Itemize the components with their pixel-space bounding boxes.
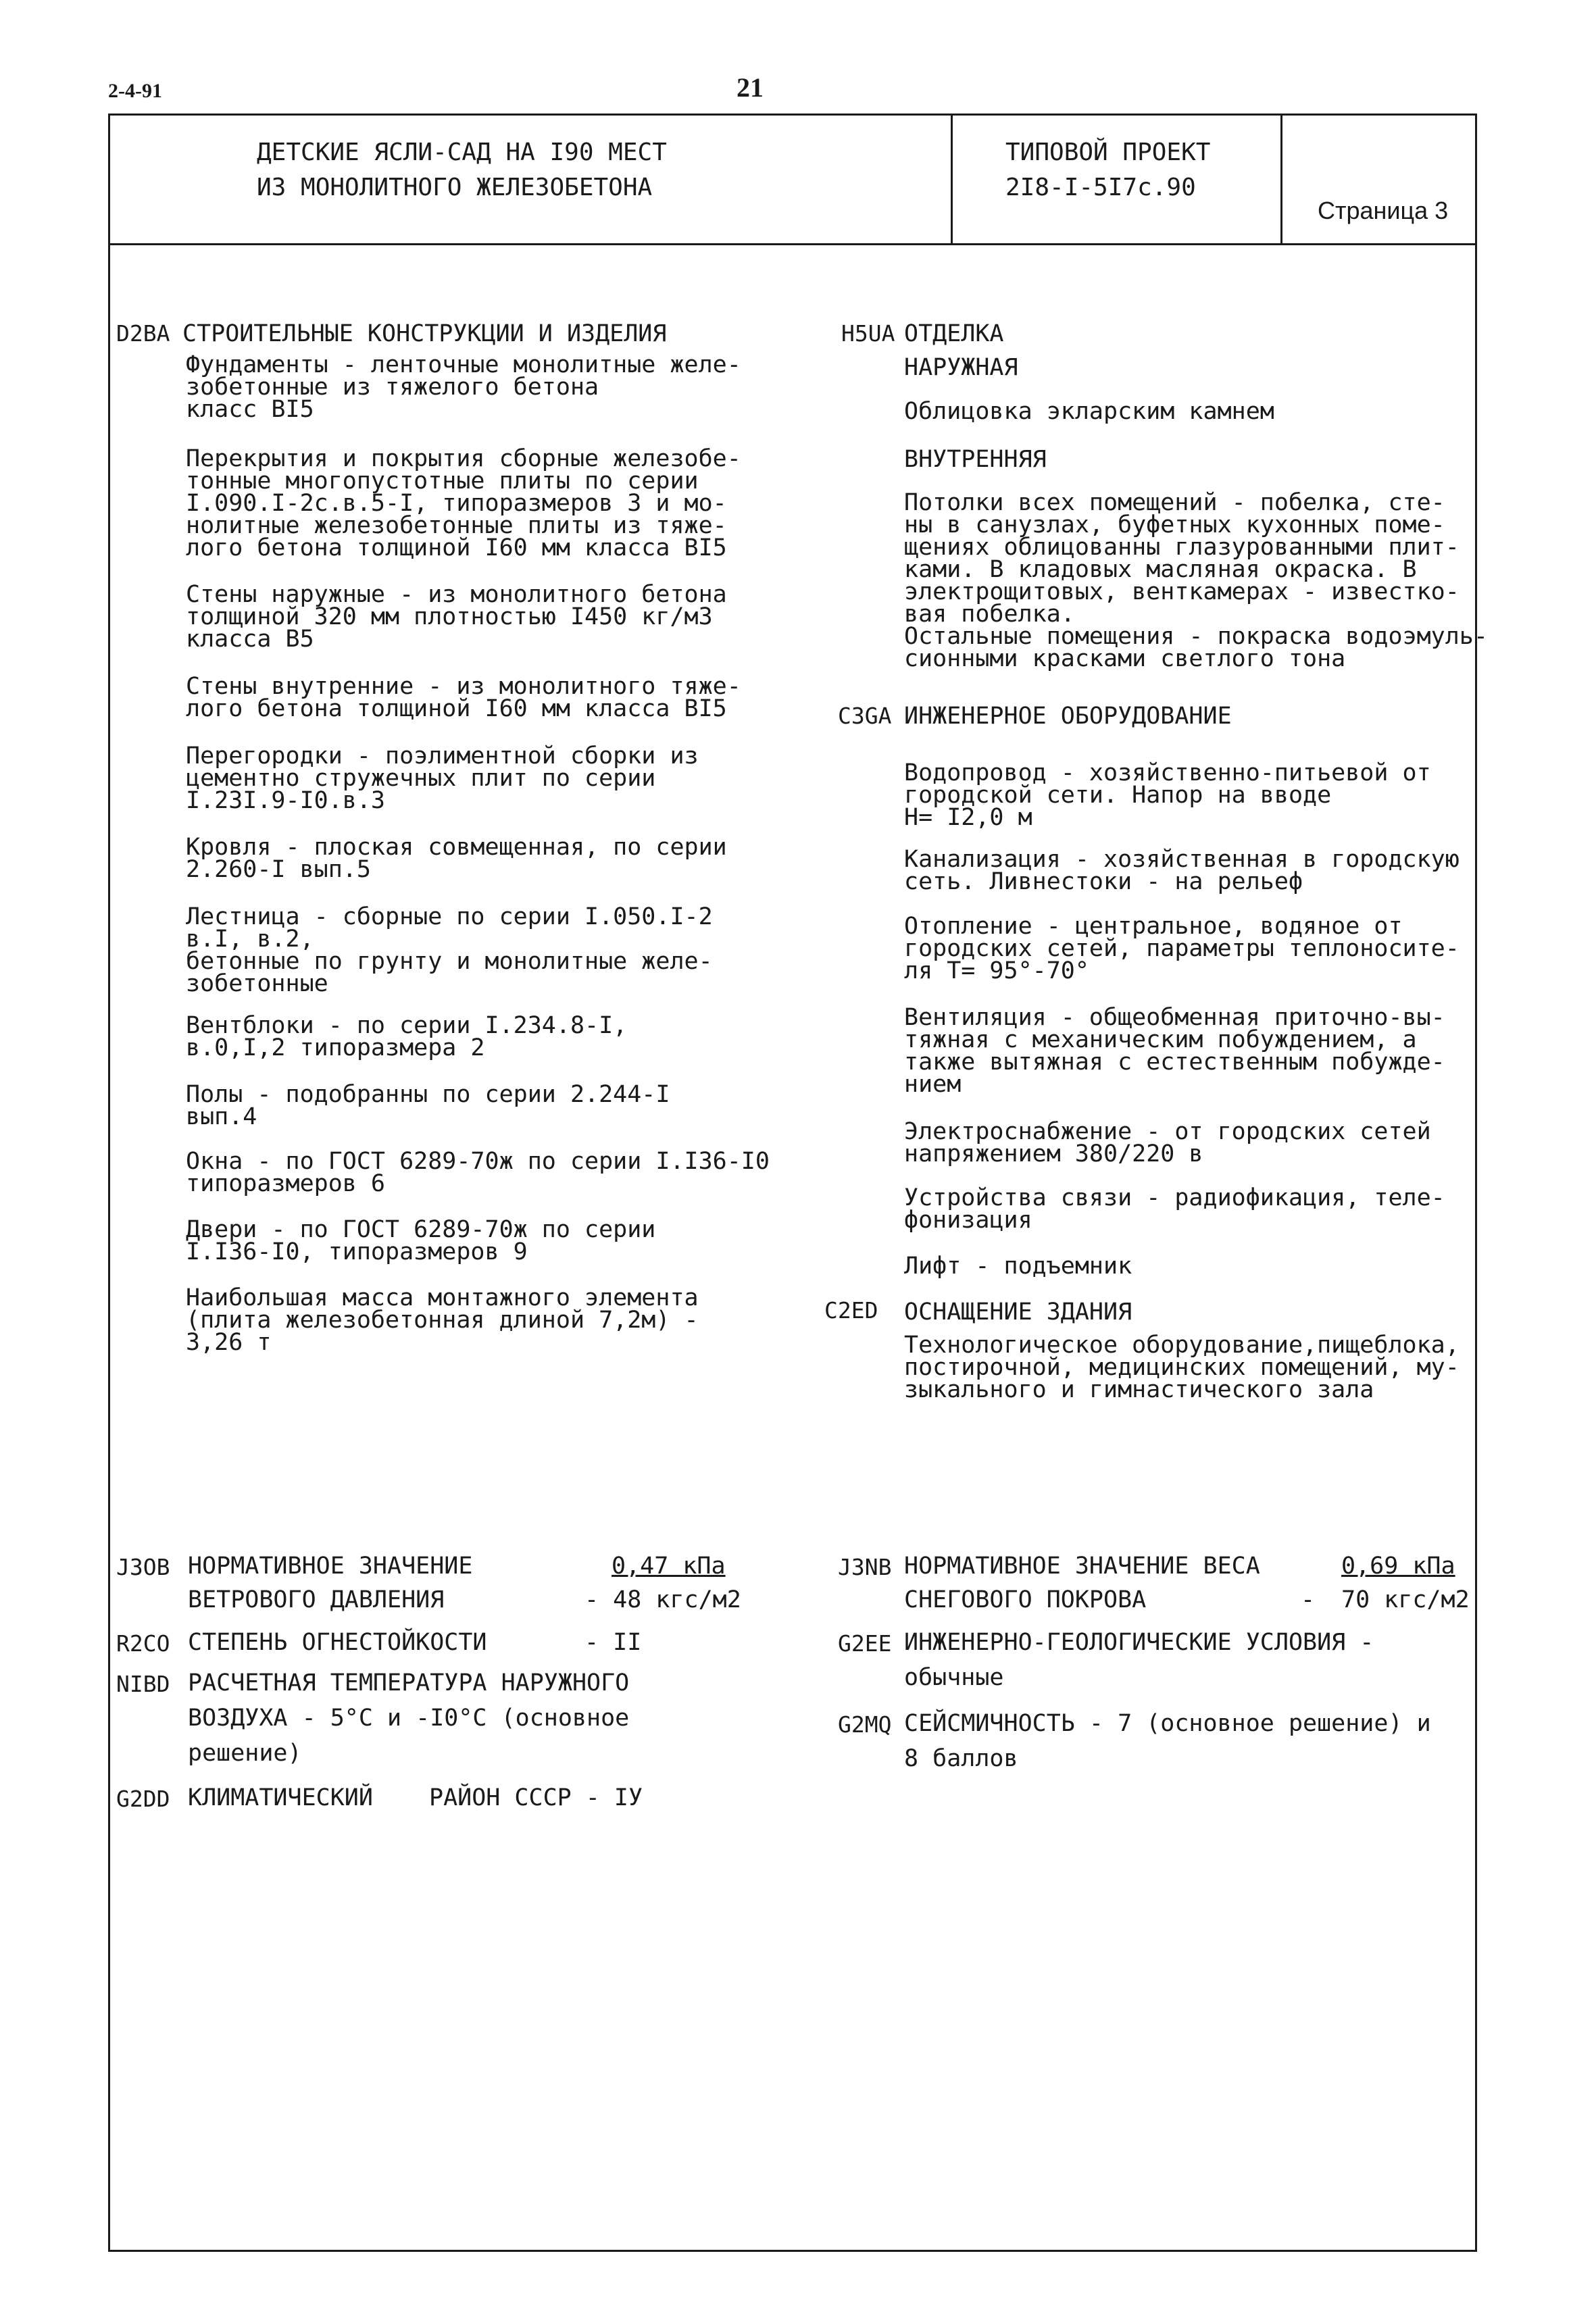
section-code-constructions: D2BA <box>116 320 170 347</box>
temperature-line3: решение) <box>188 1740 302 1767</box>
code-fire: R2CO <box>116 1630 170 1657</box>
list-item: Кровля - плоская совмещенная, по серии 2.260-I вып.5 <box>186 834 727 883</box>
page-cell <box>1282 114 1477 243</box>
project-title-line2: ИЗ МОНОЛИТНОГО ЖЕЛЕЗОБЕТОНА <box>257 174 653 201</box>
code-temperature: NIBD <box>116 1671 170 1697</box>
climate-value: РАЙОН СССР - IУ <box>429 1784 643 1811</box>
geology-line2: обычные <box>904 1664 1004 1691</box>
wind-label-line1: НОРМАТИВНОЕ ЗНАЧЕНИЕ <box>188 1553 473 1580</box>
list-item: Лифт - подъемник <box>904 1253 1132 1280</box>
seismic-line2: 8 баллов <box>904 1745 1018 1772</box>
list-item: Стены внутренние - из монолитного тяже- лого бетона толщиной I60 мм класса BI5 <box>186 673 741 722</box>
snow-value-kpa: 0,69 кПа <box>1341 1553 1455 1580</box>
geology-line1: ИНЖЕНЕРНО-ГЕОЛОГИЧЕСКИЕ УСЛОВИЯ - <box>904 1629 1374 1656</box>
page-label: Страница 3 <box>1318 197 1449 224</box>
snow-dash: - <box>1301 1586 1316 1613</box>
section-title-engineering: ИНЖЕНЕРНОЕ ОБОРУДОВАНИЕ <box>904 703 1232 730</box>
list-item: Устройства связи - радиофикация, теле- фонизация <box>904 1184 1445 1234</box>
inner-finish-text: Потолки всех помещений - побелка, сте- ны в санузлах, буфетных кухонных поме- щениях облицованны глазурованными плит- ками. В кладовых масляная окраска. В электрощитовых, венткамерах - известко- вая побелка. Остальные помещения - покраска водоэмуль- сионными красками светлого тона <box>904 489 1488 672</box>
temperature-line1: РАСЧЕТНАЯ ТЕМПЕРАТУРА НАРУЖНОГО <box>188 1669 630 1696</box>
project-title-line1: ДЕТСКИЕ ЯСЛИ-САД НА I90 МЕСТ <box>257 139 667 166</box>
section-code-finish: H5UA <box>841 320 895 347</box>
section-title-constructions: СТРОИТЕЛЬНЫЕ КОНСТРУКЦИИ И ИЗДЕЛИЯ <box>182 320 667 347</box>
list-item: Стены наружные - из монолитного бетона толщиной 320 мм плотностью I450 кг/м3 класса В5 <box>186 581 727 653</box>
temperature-line2: ВОЗДУХА - 5°С и -I0°С (основное <box>188 1705 630 1732</box>
page-number: 21 <box>737 72 764 103</box>
subsection-title-inner: ВНУТРЕННЯЯ <box>904 446 1047 473</box>
title-cell <box>108 114 953 243</box>
list-item: Перекрытия и покрытия сборные железобе- тонные многопустотные плиты по серии I.090.I-2с.в.5-I, типоразмеров 3 и мо- нолитные железобетонные плиты из тяже- лого бетона толщиной I60 мм класса BI5 <box>186 445 741 561</box>
list-item: Отопление - центральное, водяное от городских сетей, параметры теплоносите- ля Т= 95°-70° <box>904 913 1460 984</box>
fire-resistance-value: - II <box>584 1629 642 1656</box>
code-climate: G2DD <box>116 1786 170 1812</box>
list-item: Фундаменты - ленточные монолитные желе- зобетонные из тяжелого бетона класс BI5 <box>186 351 741 423</box>
snow-label-line1: НОРМАТИВНОЕ ЗНАЧЕНИЕ ВЕСА <box>904 1553 1260 1580</box>
outer-finish-text: Облицовка экларским камнем <box>904 398 1274 425</box>
list-item: Вентиляция - общеобменная приточно-вы- тяжная с механическим побуждением, а также вытяжная с естественным побужде- нием <box>904 1004 1445 1098</box>
section-code-equipment: C2ED <box>824 1297 878 1324</box>
code-seismic: G2MQ <box>838 1711 892 1738</box>
title-block <box>108 114 1477 245</box>
project-number-cell <box>953 114 1282 243</box>
list-item: Лестница - сборные по серии I.050.I-2 в.I, в.2, бетонные по грунту и монолитные желе- зобетонные <box>186 903 713 997</box>
list-item: Водопровод - хозяйственно-питьевой от городской сети. Напор на вводе Н= I2,0 м <box>904 759 1431 831</box>
seismic-line1: СЕЙСМИЧНОСТЬ - 7 (основное решение) и <box>904 1710 1431 1737</box>
wind-value-kgs: - 48 кгс/м2 <box>584 1586 741 1613</box>
snow-value-kgs: 70 кгс/м2 <box>1341 1586 1470 1613</box>
list-item: Вентблоки - по серии I.234.8-I, в.0,I,2 типоразмера 2 <box>186 1012 628 1061</box>
wind-label-line2: ВЕТРОВОГО ДАВЛЕНИЯ <box>188 1586 445 1613</box>
list-item: Электроснабжение - от городских сетей напряжением 380/220 в <box>904 1118 1431 1167</box>
section-title-finish: ОТДЕЛКА <box>904 320 1004 347</box>
code-snow: J3NB <box>838 1554 892 1580</box>
list-item: Перегородки - поэлиментной сборки из цементно стружечных плит по серии I.23I.9-I0.в.3 <box>186 743 699 814</box>
section-code-engineering: C3GA <box>838 703 892 729</box>
fire-resistance-label: СТЕПЕНЬ ОГНЕСТОЙКОСТИ <box>188 1629 487 1656</box>
code-wind: J3OB <box>116 1554 170 1580</box>
sheet-code: 2-4-91 <box>108 80 162 102</box>
subsection-title-outer: НАРУЖНАЯ <box>904 354 1018 381</box>
list-item: Двери - по ГОСТ 6289-70ж по серии I.I36-I0, типоразмеров 9 <box>186 1216 656 1265</box>
wind-value-kpa: 0,47 кПа <box>612 1553 726 1580</box>
project-label: ТИПОВОЙ ПРОЕКТ <box>1005 139 1211 166</box>
list-item: Окна - по ГОСТ 6289-70ж по серии I.I36-I0 типоразмеров 6 <box>186 1148 770 1197</box>
climate-label: КЛИМАТИЧЕСКИЙ <box>188 1784 373 1811</box>
section-title-equipment: ОСНАЩЕНИЕ ЗДАНИЯ <box>904 1299 1132 1326</box>
list-item: Наибольшая масса монтажного элемента (плита железобетонная длиной 7,2м) - 3,26 т <box>186 1284 699 1356</box>
snow-label-line2: СНЕГОВОГО ПОКРОВА <box>904 1586 1147 1613</box>
equipment-text: Технологическое оборудование,пищеблока, постирочной, медицинских помещений, му- зыкального и гимнастического зала <box>904 1332 1460 1403</box>
project-number: 2I8-I-5I7с.90 <box>1005 174 1196 201</box>
list-item: Канализация - хозяйственная в городскую сеть. Ливнестоки - на рельеф <box>904 846 1460 895</box>
code-geology: G2EE <box>838 1630 892 1657</box>
list-item: Полы - подобранны по серии 2.244-I вып.4 <box>186 1081 670 1130</box>
